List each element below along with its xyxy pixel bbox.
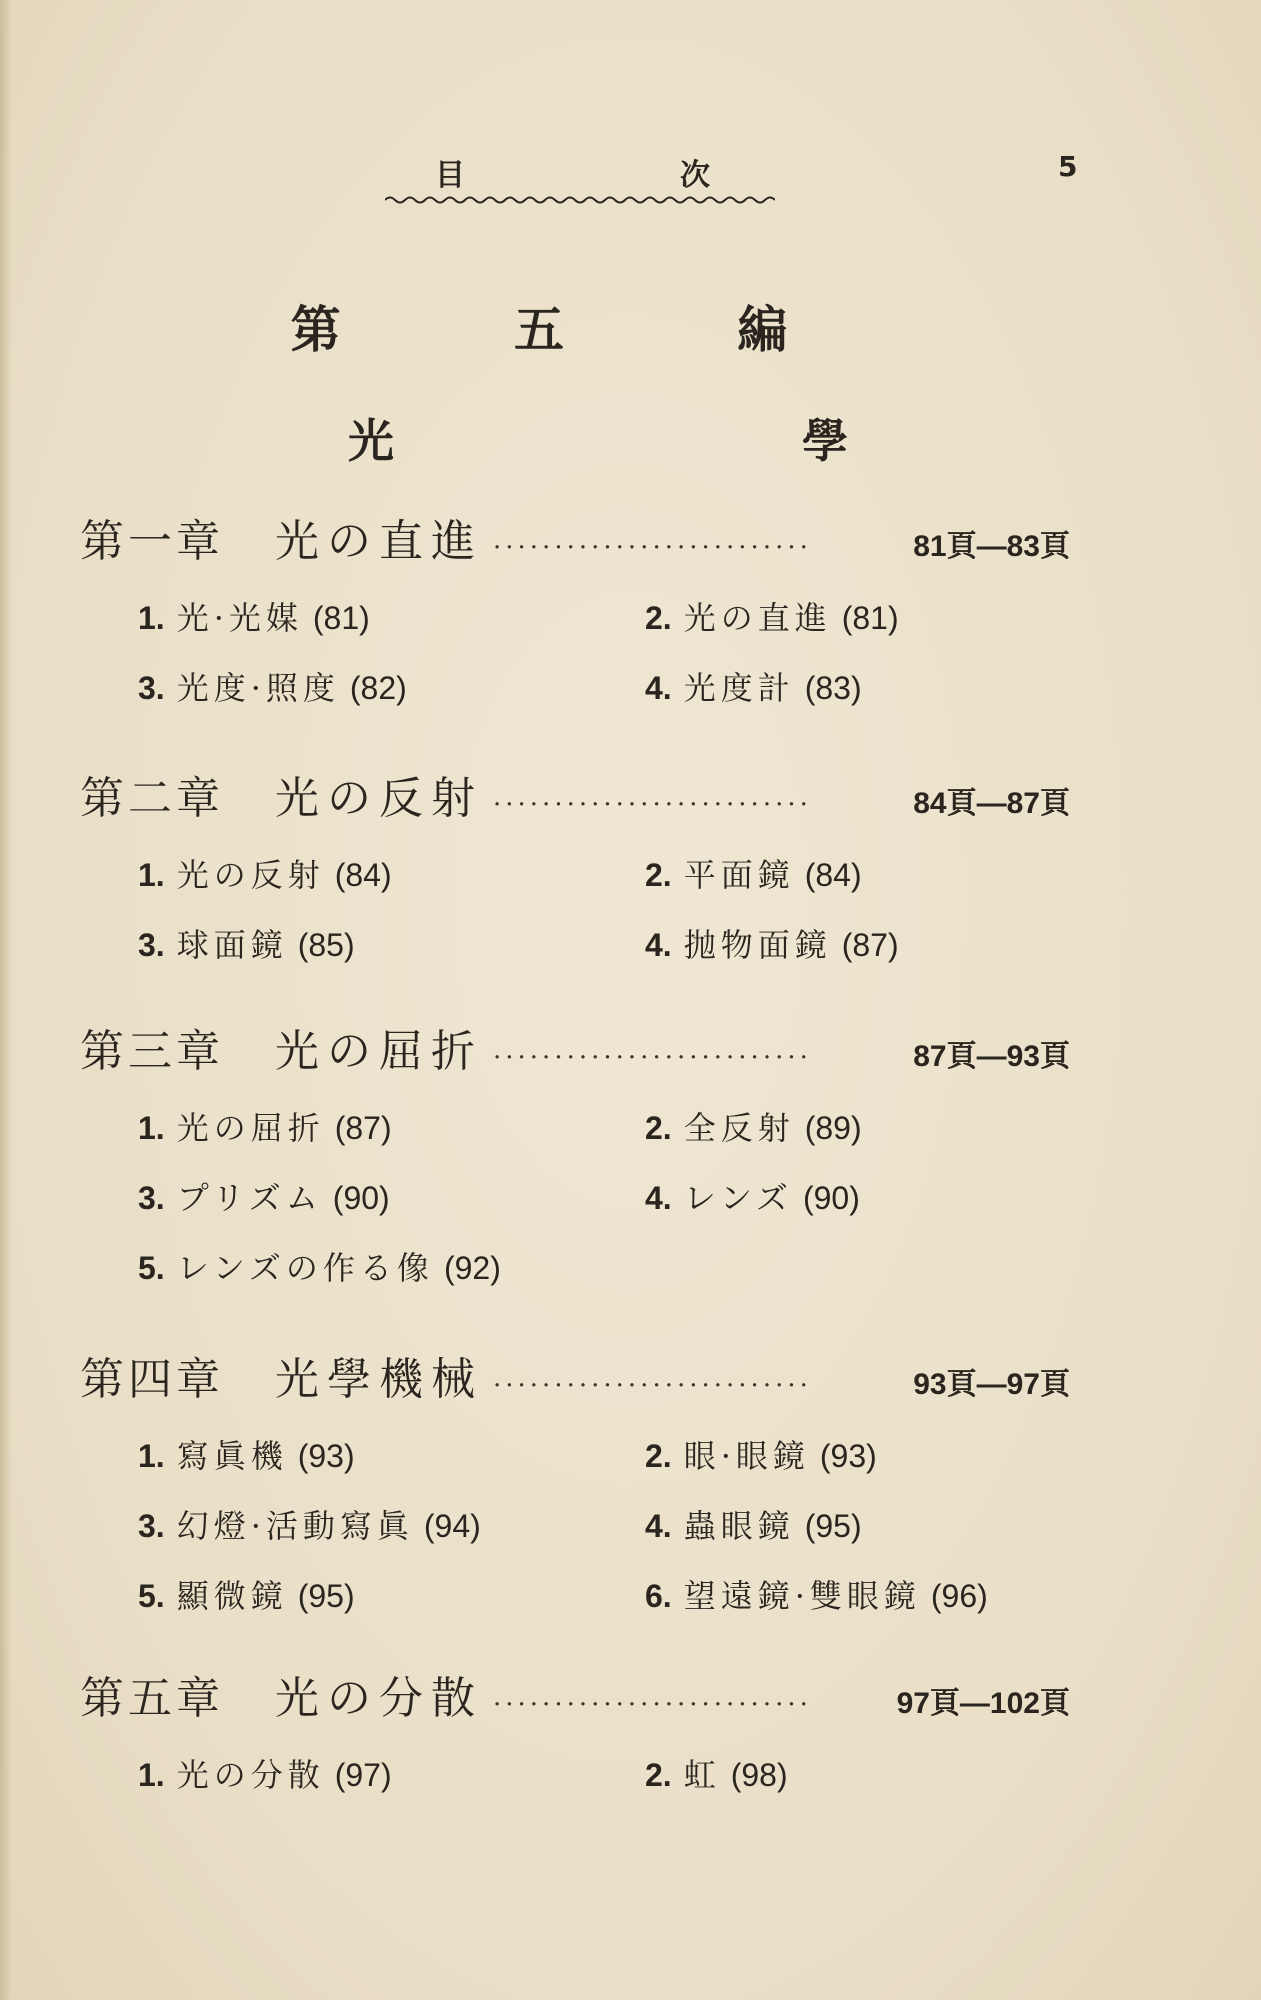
section-page: (97) [334, 1757, 392, 1793]
section-number: 2. [645, 600, 672, 636]
chapter-4 [80, 1343, 1080, 1641]
chapter-number: 第一章 [80, 516, 224, 567]
section-list [80, 1750, 1070, 1820]
section-page: (82) [349, 670, 407, 706]
chapter-heading [80, 505, 1070, 565]
section-item [645, 1103, 862, 1149]
section-number: 3. [138, 1180, 165, 1216]
section-item [645, 1431, 877, 1477]
chapter-title: 光の屈折 [275, 1026, 483, 1077]
page-number: 5 [1058, 150, 1078, 183]
chapter-5 [80, 1662, 1080, 1820]
section-number: 3. [138, 927, 165, 963]
section-list [80, 850, 1070, 990]
section-title: 光の直進 [683, 599, 832, 637]
section-number: 4. [645, 1508, 672, 1544]
section-title: 抛物面鏡 [683, 926, 832, 964]
section-item [645, 1750, 788, 1796]
section-list [80, 1103, 1070, 1313]
section-page: (89) [804, 1110, 862, 1146]
chapter-pages: 84頁—87頁 [913, 787, 1070, 820]
section-number: 4. [645, 1180, 672, 1216]
section-page: (95) [297, 1578, 355, 1614]
section-number: 3. [138, 670, 165, 706]
chapter-heading [80, 1343, 1070, 1403]
section-number: 2. [645, 857, 672, 893]
section-page: (93) [297, 1438, 355, 1474]
part-title: 第 五 編 [290, 300, 866, 359]
section-title: 光度·照度 [176, 669, 340, 707]
chapter-pages: 93頁—97頁 [913, 1368, 1070, 1401]
chapter-title: 光の分散 [275, 1673, 483, 1724]
section-page: (93) [819, 1438, 877, 1474]
chapter-title: 光の直進 [275, 516, 483, 567]
section-item [138, 920, 355, 966]
section-item [138, 1750, 392, 1796]
section-number: 2. [645, 1757, 672, 1793]
section-page: (87) [334, 1110, 392, 1146]
section-number: 4. [645, 927, 672, 963]
section-number: 3. [138, 1508, 165, 1544]
section-page: (87) [841, 927, 899, 963]
chapter-2 [80, 762, 1080, 990]
chapter-1 [80, 505, 1080, 733]
section-item [138, 1173, 390, 1219]
section-title: 蟲眼鏡 [683, 1507, 795, 1545]
chapter-number: 第二章 [80, 773, 224, 824]
section-number: 5. [138, 1250, 165, 1286]
chapter-pages: 81頁—83頁 [913, 530, 1070, 563]
section-page: (84) [804, 857, 862, 893]
part-subtitle: 光 學 [347, 414, 1044, 468]
section-title: 顯微鏡 [176, 1577, 288, 1615]
chapter-title: 光の反射 [275, 773, 483, 824]
running-head-right: 次 [680, 158, 712, 193]
section-title: 虹 [683, 1756, 721, 1794]
section-number: 6. [645, 1578, 672, 1614]
section-page: (83) [804, 670, 862, 706]
section-item [645, 663, 862, 709]
chapter-number: 第五章 [80, 1673, 224, 1724]
leader-dots: ·························· [493, 533, 812, 563]
section-number: 2. [645, 1110, 672, 1146]
chapter-title: 光學機械 [275, 1354, 483, 1405]
leader-dots: ·························· [493, 1690, 812, 1720]
section-number: 2. [645, 1438, 672, 1474]
section-page: (85) [297, 927, 355, 963]
section-item [138, 663, 407, 709]
section-number: 1. [138, 1110, 165, 1146]
running-head [385, 150, 775, 200]
section-title: 平面鏡 [683, 856, 795, 894]
section-page: (94) [423, 1508, 481, 1544]
section-page: (95) [804, 1508, 862, 1544]
section-item [138, 850, 392, 896]
leader-dots: ·························· [493, 1043, 812, 1073]
section-item [138, 593, 370, 639]
section-page: (90) [332, 1180, 390, 1216]
section-item [645, 1571, 988, 1617]
section-title: レンズの作る像 [176, 1249, 434, 1287]
section-page: (92) [443, 1250, 501, 1286]
chapter-pages: 87頁—93頁 [913, 1040, 1070, 1073]
section-item [138, 1431, 355, 1477]
section-title: 光の分散 [176, 1756, 325, 1794]
section-title: 幻燈·活動寫眞 [176, 1507, 414, 1545]
section-page: (96) [930, 1578, 988, 1614]
section-page: (90) [802, 1180, 860, 1216]
chapter-number: 第四章 [80, 1354, 224, 1405]
running-head-left: 目 [435, 158, 467, 193]
section-list [80, 593, 1070, 733]
section-number: 4. [645, 670, 672, 706]
section-item [645, 593, 899, 639]
chapter-heading [80, 1015, 1070, 1075]
section-number: 1. [138, 1757, 165, 1793]
chapter-3 [80, 1015, 1080, 1313]
section-item [645, 920, 899, 966]
section-title: 寫眞機 [176, 1437, 288, 1475]
section-title: レンズ [683, 1179, 793, 1217]
leader-dots: ·························· [493, 1371, 812, 1401]
wavy-underline [385, 194, 775, 206]
chapter-number: 第三章 [80, 1026, 224, 1077]
section-title: 球面鏡 [176, 926, 288, 964]
section-number: 1. [138, 600, 165, 636]
section-title: 光の反射 [176, 856, 325, 894]
section-item [138, 1571, 355, 1617]
section-title: 光の屈折 [176, 1109, 325, 1147]
section-title: 光·光媒 [176, 599, 303, 637]
section-list [80, 1431, 1070, 1641]
section-number: 1. [138, 1438, 165, 1474]
section-page: (81) [312, 600, 370, 636]
chapter-heading [80, 1662, 1070, 1722]
section-item [645, 1501, 862, 1547]
section-item [138, 1103, 392, 1149]
section-page: (98) [730, 1757, 788, 1793]
section-title: プリズム [176, 1179, 323, 1217]
section-title: 望遠鏡·雙眼鏡 [683, 1577, 921, 1615]
section-item [645, 850, 862, 896]
chapter-heading [80, 762, 1070, 822]
section-title: 光度計 [683, 669, 795, 707]
section-number: 5. [138, 1578, 165, 1614]
section-item [138, 1501, 481, 1547]
section-page: (81) [841, 600, 899, 636]
leader-dots: ·························· [493, 790, 812, 820]
section-item [645, 1173, 860, 1219]
section-item [138, 1243, 501, 1289]
chapter-pages: 97頁—102頁 [896, 1687, 1070, 1720]
section-page: (84) [334, 857, 392, 893]
section-title: 全反射 [683, 1109, 795, 1147]
section-title: 眼·眼鏡 [683, 1437, 810, 1475]
section-number: 1. [138, 857, 165, 893]
